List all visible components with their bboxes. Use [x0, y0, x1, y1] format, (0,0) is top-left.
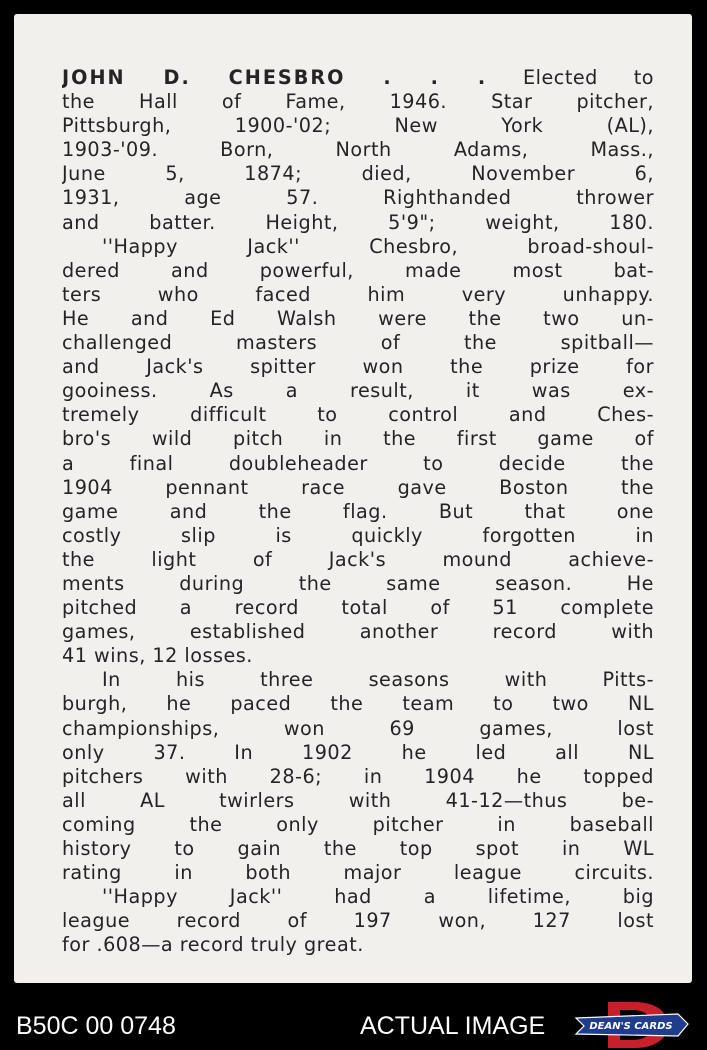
bio-line: tremely difficult to control and Ches- [62, 403, 654, 427]
bio-line: dered and powerful, made most bat- [62, 258, 654, 282]
bio-line: all AL twirlers with 41-12—thus be- [62, 788, 654, 812]
bio-line: Pittsburgh, 1900-'02; New York (AL), [62, 114, 654, 138]
bio-line: championships, won 69 games, lost [62, 716, 654, 740]
bio-line: pitched a record total of 51 complete [62, 596, 654, 620]
bio-line: ters who faced him very unhappy. [62, 282, 654, 306]
bio-line: bro's wild pitch in the first game of [62, 427, 654, 451]
bio-line: ''Happy Jack'' had a lifetime, big [102, 885, 654, 909]
bio-line: the light of Jack's mound achieve- [62, 547, 654, 571]
bio-line: a final doubleheader to decide the [62, 451, 654, 475]
player-name-heading: JOHN D. CHESBRO . . . [62, 66, 488, 89]
bio-line: 1931, age 57. Righthanded thrower [62, 186, 654, 210]
listing-footer [0, 1006, 707, 1049]
actual-image-label: ACTUAL IMAGE [360, 1012, 546, 1040]
bio-line: ''Happy Jack'' Chesbro, broad-shoul- [102, 234, 654, 258]
bio-line: challenged masters of the spitball— [62, 331, 654, 355]
svg-text:DEAN'S CARDS: DEAN'S CARDS [589, 1021, 673, 1032]
bio-line: and batter. Height, 5'9"; weight, 180. [62, 210, 654, 234]
bio-line: costly slip is quickly forgotten in [62, 523, 654, 547]
bio-line: gooiness. As a result, it was ex- [62, 379, 654, 403]
bio-line: game and the flag. But that one [62, 499, 654, 523]
bio-line: 41 wins, 12 losses. [62, 644, 253, 668]
bio-line: games, established another record with [62, 620, 654, 644]
bio-line: only 37. In 1902 he led all NL [62, 740, 654, 764]
bio-line: pitchers with 28-6; in 1904 he topped [62, 764, 654, 788]
bio-line: He and Ed Walsh were the two un- [62, 306, 654, 330]
bio-line: for .608—a record truly great. [62, 933, 364, 957]
bio-line: coming the only pitcher in baseball [62, 812, 654, 836]
bio-line: league record of 197 won, 127 lost [62, 909, 654, 933]
bio-line: 1903-'09. Born, North Adams, Mass., [62, 138, 654, 162]
bio-line: the Hall of Fame, 1946. Star pitcher, [62, 90, 654, 114]
bio-line: ments during the same season. He [62, 571, 654, 595]
catalog-number: B50C 00 0748 [16, 1012, 176, 1040]
bio-line: 1904 pennant race gave Boston the [62, 475, 654, 499]
bio-line: history to gain the top spot in WL [62, 837, 654, 860]
bio-line: rating in both major league circuits. [62, 861, 654, 885]
bio-line-1: JOHN D. CHESBRO . . . Elected to [62, 66, 654, 89]
card-bio-text [62, 66, 654, 957]
bio-line: burgh, he paced the team to two NL [62, 692, 654, 716]
bio-line: and Jack's spitter won the prize for [62, 355, 654, 379]
deans-cards-logo [574, 1000, 694, 1050]
bio-line: In his three seasons with Pitts- [102, 668, 654, 692]
bio-line: June 5, 1874; died, November 6, [62, 162, 654, 186]
